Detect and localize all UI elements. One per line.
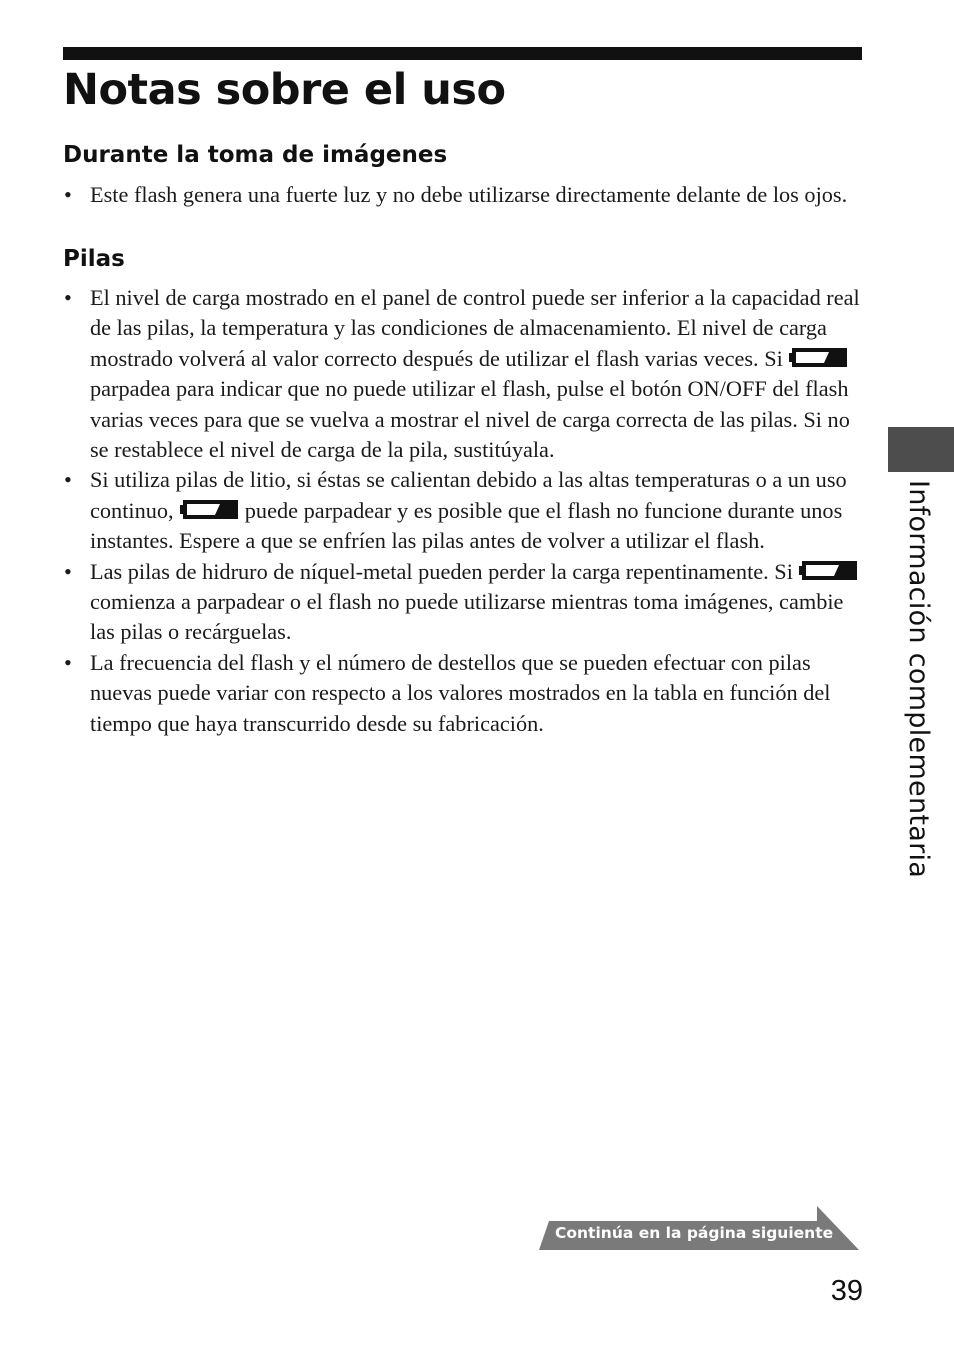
bullet: • — [64, 558, 72, 584]
list-item — [63, 465, 863, 556]
list-item — [63, 648, 863, 739]
battery-low-icon — [789, 347, 847, 368]
item-text: El nivel de carga mostrado en el panel de control puede ser inferior a la capacidad real de las pilas, la temperatura y las condiciones de almacenamiento. El nivel de carga mostrado volverá al valor correcto después de utilizar el flash varias veces. Si — [90, 285, 860, 371]
item-text: comienza a parpadear o el flash no puede utilizarse mientras toma imágenes, cambie las pilas o recárguelas. — [90, 589, 844, 645]
item-text: Si utiliza pilas de litio, si éstas se calientan debido a las altas temperaturas o a un uso continuo, — [90, 467, 847, 523]
battery-low-icon — [180, 499, 238, 520]
bullet: • — [64, 649, 72, 675]
shooting-notes-list — [63, 180, 863, 210]
list-item — [63, 180, 863, 210]
item-text: Las pilas de hidruro de níquel-metal pueden perder la carga repentinamente. Si — [90, 558, 799, 584]
battery-low-icon — [799, 560, 857, 581]
title-rule — [63, 47, 862, 60]
item-text: La frecuencia del flash y el número de destellos que se pueden efectuar con pilas nuevas puede variar con respecto a los valores mostrados en la tabla en función del tiempo que haya transcurrido desde su fabricación. — [90, 649, 831, 736]
bullet: • — [64, 182, 72, 207]
section-tab-marker — [888, 427, 954, 472]
item-text: Este flash genera una fuerte luz y no debe utilizarse directamente delante de los ojos. — [90, 182, 848, 207]
battery-notes-list — [63, 283, 863, 739]
section-heading-batteries: Pilas — [63, 246, 125, 272]
side-section-label — [898, 480, 938, 1000]
continue-label: Continúa en la página siguiente — [555, 1224, 834, 1242]
section-heading-shooting: Durante la toma de imágenes — [63, 142, 448, 168]
list-item — [63, 557, 863, 648]
list-item — [63, 283, 863, 465]
item-text: parpadea para indicar que no puede utilizar el flash, pulse el botón ON/OFF del flash varias veces para que se vuelva a mostrar el nivel de carga correcta de las pilas. Si no se restablece el nivel de carga de la pila, sustitúyala. — [90, 376, 850, 463]
bullet: • — [64, 467, 72, 493]
side-section-label-text: Información complementaria — [903, 480, 934, 879]
page-title: Notas sobre el uso — [63, 65, 506, 115]
bullet: • — [64, 285, 72, 310]
page-number: 39 — [830, 1275, 863, 1307]
item-text: puede parpadear y es posible que el flash no funcione durante unos instantes. Espere a que se enfríen las pilas antes de volver a utilizar el flash. — [90, 497, 843, 554]
continue-banner — [539, 1206, 860, 1251]
